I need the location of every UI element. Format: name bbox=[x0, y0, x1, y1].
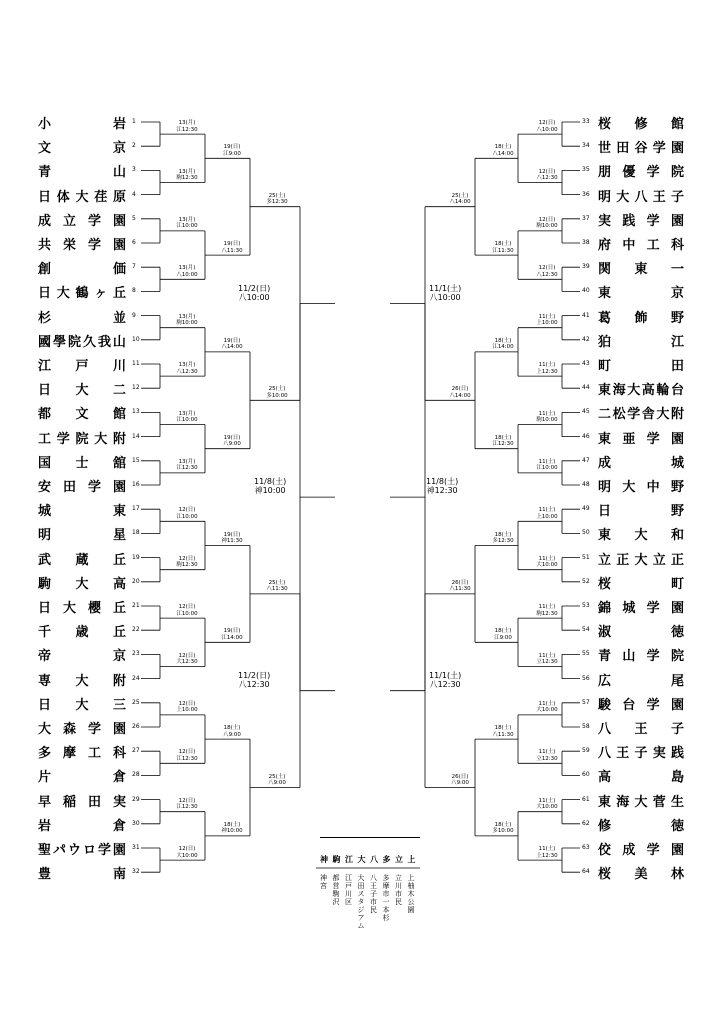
match-label: 11(土) 江10:00 bbox=[536, 458, 558, 472]
team-name: 岩 倉 bbox=[38, 818, 126, 834]
match-label: 19(日) 八11:30 bbox=[221, 241, 243, 254]
venue-abbr: 駒 bbox=[332, 855, 341, 864]
team-name: 日 野 bbox=[598, 504, 684, 520]
match-label: 12(日) 駒12:30 bbox=[176, 555, 198, 569]
match-label: 11/1(土) 八12:30 bbox=[429, 670, 462, 689]
seed-number: 5 bbox=[132, 214, 136, 222]
team-name: 駒 大 高 bbox=[38, 576, 126, 592]
team-name: 片 倉 bbox=[38, 770, 126, 786]
match-label: 11/8(土) 神10:00 bbox=[254, 477, 287, 496]
seed-number: 11 bbox=[132, 360, 140, 367]
venue-full: 都 営 駒 沢 bbox=[332, 874, 340, 906]
seed-number: 53 bbox=[582, 602, 590, 609]
team-name: 八 王 子 実 践 bbox=[598, 746, 684, 762]
match-label: 11/8(土) 神12:30 bbox=[426, 477, 459, 496]
match-label: 18(土) 多12:30 bbox=[492, 531, 514, 544]
seed-number: 8 bbox=[132, 287, 136, 295]
match-label: 12(日) 上10:00 bbox=[176, 700, 198, 714]
team-name: 錦 城 学 園 bbox=[598, 601, 684, 616]
venue-abbr: 神 bbox=[320, 855, 328, 864]
team-name: 日 大 鶴 ヶ 丘 bbox=[38, 286, 126, 302]
team-name: 國 學 院 久 我 山 bbox=[38, 334, 126, 350]
team-name: 専 大 附 bbox=[38, 673, 126, 689]
match-label: 26(日) 八11:30 bbox=[449, 579, 471, 593]
seed-number: 16 bbox=[132, 481, 140, 488]
seed-number: 57 bbox=[582, 698, 590, 706]
team-name: 府 中 工 科 bbox=[598, 238, 684, 253]
team-name: 杉 並 bbox=[38, 310, 126, 326]
seed-number: 25 bbox=[132, 698, 140, 706]
seed-number: 43 bbox=[582, 360, 590, 367]
team-name: 成 城 bbox=[598, 455, 684, 471]
venue-abbr: 大 bbox=[357, 855, 366, 864]
seed-number: 37 bbox=[582, 214, 590, 222]
seed-number: 14 bbox=[132, 432, 140, 440]
match-label: 13(月) 江10:00 bbox=[176, 216, 198, 230]
match-label: 11(土) 上10:00 bbox=[536, 507, 558, 520]
seed-number: 19 bbox=[132, 553, 140, 561]
team-name: 聖 パ ウ ロ 学 園 bbox=[38, 843, 126, 858]
seed-number: 27 bbox=[132, 747, 140, 755]
team-name: 関 東 一 bbox=[598, 262, 684, 278]
seed-number: 13 bbox=[132, 408, 140, 416]
match-label: 11(土) 大10:00 bbox=[536, 700, 558, 714]
match-label: 18(土) 八14:00 bbox=[492, 144, 514, 157]
seed-number: 35 bbox=[582, 166, 590, 174]
venue-abbr: 八 bbox=[370, 855, 378, 864]
team-name: 都 文 館 bbox=[38, 407, 126, 423]
match-label: 25(土) 多12:30 bbox=[266, 192, 288, 206]
match-label: 11(土) 立12:30 bbox=[536, 749, 558, 762]
team-name: 帝 京 bbox=[38, 649, 126, 665]
seed-number: 2 bbox=[132, 142, 136, 150]
seed-number: 32 bbox=[132, 868, 140, 876]
match-label: 11(土) 大10:00 bbox=[536, 555, 558, 569]
match-label: 18(土) 八11:30 bbox=[492, 725, 514, 738]
match-label: 13(月) 江10:00 bbox=[176, 410, 198, 423]
seed-number: 22 bbox=[132, 626, 140, 634]
match-label: 13(月) 八12:30 bbox=[176, 362, 198, 375]
team-name: 狛 江 bbox=[598, 334, 684, 350]
seed-number: 29 bbox=[132, 795, 140, 803]
team-name: 日 大 三 bbox=[38, 697, 126, 713]
team-name: 江 戸 川 bbox=[38, 359, 126, 374]
seed-number: 44 bbox=[582, 384, 590, 392]
seed-number: 46 bbox=[582, 432, 590, 440]
seed-number: 55 bbox=[582, 650, 590, 658]
seed-number: 50 bbox=[582, 529, 590, 537]
match-label: 11(土) 駒12:30 bbox=[536, 604, 558, 617]
match-label: 19(日) 神11:30 bbox=[221, 531, 243, 544]
seed-number: 4 bbox=[132, 190, 136, 198]
team-name: 豊 南 bbox=[38, 867, 126, 883]
match-label: 18(土) 江12:30 bbox=[492, 434, 514, 448]
team-name: 小 岩 bbox=[38, 117, 126, 132]
match-label: 26(日) 八14:00 bbox=[449, 386, 471, 399]
match-label: 12(日) 江12:30 bbox=[176, 749, 198, 762]
seed-number: 62 bbox=[582, 819, 590, 827]
team-name: 実 践 学 園 bbox=[598, 213, 684, 229]
seed-number: 41 bbox=[582, 311, 590, 319]
venue-full: 多 摩 市 一 本 杉 bbox=[382, 874, 390, 922]
seed-number: 9 bbox=[132, 311, 136, 319]
seed-number: 12 bbox=[132, 384, 140, 392]
seed-number: 59 bbox=[582, 747, 590, 755]
match-label: 12(日) 八12:30 bbox=[536, 265, 558, 278]
seed-number: 63 bbox=[582, 844, 590, 851]
team-name: 日 大 櫻 丘 bbox=[38, 601, 126, 616]
venue-full: 江 戸 川 区 bbox=[345, 874, 352, 906]
team-name: 武 蔵 丘 bbox=[38, 552, 126, 568]
match-label: 25(土) 八9:00 bbox=[268, 773, 286, 786]
match-label: 11(土) 駒10:00 bbox=[536, 410, 558, 423]
seed-number: 1 bbox=[132, 118, 136, 125]
team-name: 淑 徳 bbox=[598, 625, 684, 641]
match-label: 19(日) 江14:00 bbox=[221, 628, 243, 641]
team-name: 国 士 舘 bbox=[38, 455, 126, 471]
venue-full: 立 川 市 民 bbox=[395, 874, 402, 906]
match-label: 13(月) 駒12:30 bbox=[176, 168, 198, 181]
match-label: 12(日) 八12:30 bbox=[536, 168, 558, 181]
venue-abbr: 上 bbox=[407, 855, 416, 864]
match-label: 13(月) 江12:30 bbox=[176, 458, 198, 472]
match-label: 11(土) 上10:00 bbox=[536, 313, 558, 327]
match-label: 18(土) 江11:30 bbox=[492, 241, 514, 254]
team-name: 成 立 学 園 bbox=[38, 213, 126, 229]
team-name: 多 摩 工 科 bbox=[38, 746, 126, 762]
seed-number: 54 bbox=[582, 626, 590, 634]
team-name: 佼 成 学 園 bbox=[598, 843, 684, 858]
team-name: 日 大 二 bbox=[38, 383, 126, 399]
match-label: 11/1(土) 八10:00 bbox=[429, 283, 462, 302]
seed-number: 61 bbox=[582, 795, 590, 803]
seed-number: 47 bbox=[582, 456, 590, 464]
team-name: 早 稲 田 実 bbox=[38, 794, 126, 810]
seed-number: 39 bbox=[582, 263, 590, 271]
venue-abbr: 多 bbox=[382, 855, 391, 864]
match-label: 11/2(日) 八10:00 bbox=[238, 283, 271, 302]
team-name: 立 正 大 立 正 bbox=[598, 552, 684, 568]
match-label: 25(土) 八11:30 bbox=[266, 579, 288, 593]
match-label: 18(土) 八9:00 bbox=[223, 725, 241, 738]
seed-number: 18 bbox=[132, 529, 140, 537]
match-label: 13(月) 江12:30 bbox=[176, 120, 198, 133]
team-name: 明 大 中 野 bbox=[598, 480, 684, 495]
seed-number: 6 bbox=[132, 239, 136, 246]
seed-number: 52 bbox=[582, 577, 590, 585]
match-label: 19(日) 八9:00 bbox=[223, 434, 241, 448]
seed-number: 64 bbox=[582, 868, 590, 876]
match-label: 12(日) 八10:00 bbox=[536, 120, 558, 133]
match-label: 13(月) 八10:00 bbox=[176, 265, 198, 278]
match-label: 11(土) 立12:30 bbox=[536, 652, 558, 665]
venue-full: 神 宮 bbox=[320, 874, 327, 890]
team-name: 文 京 bbox=[38, 141, 126, 157]
team-name: 高 島 bbox=[598, 770, 684, 786]
match-label: 11/2(日) 八12:30 bbox=[238, 670, 271, 689]
team-name: 広 尾 bbox=[598, 673, 684, 689]
team-name: 朋 優 学 院 bbox=[598, 165, 684, 181]
seed-number: 20 bbox=[132, 577, 140, 585]
team-name: 城 東 bbox=[38, 504, 126, 520]
match-label: 18(土) 江9:00 bbox=[494, 628, 512, 641]
seed-number: 56 bbox=[582, 674, 590, 682]
venue-abbr: 立 bbox=[395, 855, 403, 864]
team-name: 明 星 bbox=[38, 528, 126, 544]
seed-number: 33 bbox=[582, 118, 590, 125]
match-label: 18(土) 江14:00 bbox=[492, 337, 514, 351]
seed-number: 36 bbox=[582, 190, 590, 198]
seed-number: 3 bbox=[132, 166, 136, 174]
seed-number: 21 bbox=[132, 602, 140, 609]
match-label: 19(日) 江9:00 bbox=[223, 144, 241, 157]
team-name: 世 田 谷 学 園 bbox=[598, 141, 684, 157]
team-name: 東 大 和 bbox=[598, 528, 684, 544]
seed-number: 58 bbox=[582, 723, 590, 730]
team-name: 明 大 八 王 子 bbox=[598, 189, 684, 205]
team-name: 大 森 学 園 bbox=[38, 722, 126, 737]
team-name: 桜 美 林 bbox=[598, 867, 684, 883]
seed-number: 34 bbox=[582, 142, 590, 150]
team-name: 二 松 学 舎 大 附 bbox=[598, 407, 684, 423]
match-label: 11(土) 上12:30 bbox=[536, 846, 558, 859]
venue-full: 八 王 子 市 民 bbox=[370, 874, 377, 914]
match-label: 11(土) 上12:30 bbox=[536, 362, 558, 375]
match-label: 12(日) 大10:00 bbox=[176, 846, 198, 859]
team-name: 修 徳 bbox=[598, 818, 684, 834]
seed-number: 28 bbox=[132, 771, 140, 779]
seed-number: 38 bbox=[582, 239, 590, 246]
seed-number: 23 bbox=[132, 650, 140, 658]
team-name: 工 学 院 大 附 bbox=[38, 431, 126, 447]
team-name: 東 京 bbox=[598, 286, 684, 302]
match-label: 19(日) 八14:00 bbox=[221, 337, 243, 351]
team-name: 日 体 大 荏 原 bbox=[38, 189, 126, 205]
team-name: 八 王 子 bbox=[598, 722, 684, 737]
match-label: 12(日) 駒10:00 bbox=[536, 216, 558, 230]
seed-number: 49 bbox=[582, 505, 590, 513]
venue-full: 上 柚 木 公 園 bbox=[407, 874, 415, 914]
team-name: 駿 台 学 園 bbox=[598, 697, 684, 713]
team-name: 青 山 学 院 bbox=[598, 649, 684, 665]
seed-number: 51 bbox=[582, 553, 590, 561]
team-name: 共 栄 学 園 bbox=[38, 238, 126, 253]
seed-number: 26 bbox=[132, 723, 140, 730]
seed-number: 40 bbox=[582, 287, 590, 295]
team-name: 創 価 bbox=[38, 262, 126, 278]
team-name: 安 田 学 園 bbox=[38, 480, 126, 495]
seed-number: 60 bbox=[582, 771, 590, 779]
team-name: 東 亜 学 園 bbox=[598, 431, 684, 447]
seed-number: 30 bbox=[132, 819, 140, 827]
seed-number: 24 bbox=[132, 674, 140, 682]
match-label: 25(土) 多10:00 bbox=[266, 386, 288, 399]
team-name: 桜 町 bbox=[598, 576, 684, 592]
venue-abbr: 江 bbox=[345, 855, 353, 864]
team-name: 東 海 大 高 輪 台 bbox=[598, 383, 684, 399]
match-label: 25(土) 八14:00 bbox=[449, 192, 471, 206]
seed-number: 15 bbox=[132, 456, 140, 464]
seed-number: 31 bbox=[132, 844, 140, 851]
team-name: 桜 修 館 bbox=[598, 117, 684, 132]
match-label: 12(日) 江12:30 bbox=[176, 797, 198, 811]
venue-full: 大 田 ス タ ジ ア ム bbox=[357, 874, 365, 930]
seed-number: 45 bbox=[582, 408, 590, 416]
match-label: 18(土) 多10:00 bbox=[492, 821, 514, 835]
seed-number: 17 bbox=[132, 505, 140, 513]
seed-number: 42 bbox=[582, 335, 590, 343]
match-label: 26(日) 八9:00 bbox=[451, 773, 469, 786]
team-name: 千 歳 丘 bbox=[38, 625, 126, 641]
seed-number: 7 bbox=[132, 263, 136, 271]
match-label: 12(日) 江10:00 bbox=[176, 604, 198, 617]
match-label: 11(土) 大10:00 bbox=[536, 797, 558, 811]
match-label: 13(月) 駒10:00 bbox=[176, 313, 198, 327]
team-name: 東 海 大 菅 生 bbox=[598, 794, 684, 810]
match-label: 18(土) 神10:00 bbox=[221, 821, 243, 835]
team-name: 町 田 bbox=[598, 359, 684, 374]
match-label: 12(日) 大12:30 bbox=[176, 652, 198, 665]
team-name: 葛 飾 野 bbox=[598, 310, 684, 326]
team-name: 青 山 bbox=[38, 165, 126, 181]
seed-number: 10 bbox=[132, 335, 140, 343]
match-label: 12(日) 江10:00 bbox=[176, 507, 198, 520]
seed-number: 48 bbox=[582, 481, 590, 488]
